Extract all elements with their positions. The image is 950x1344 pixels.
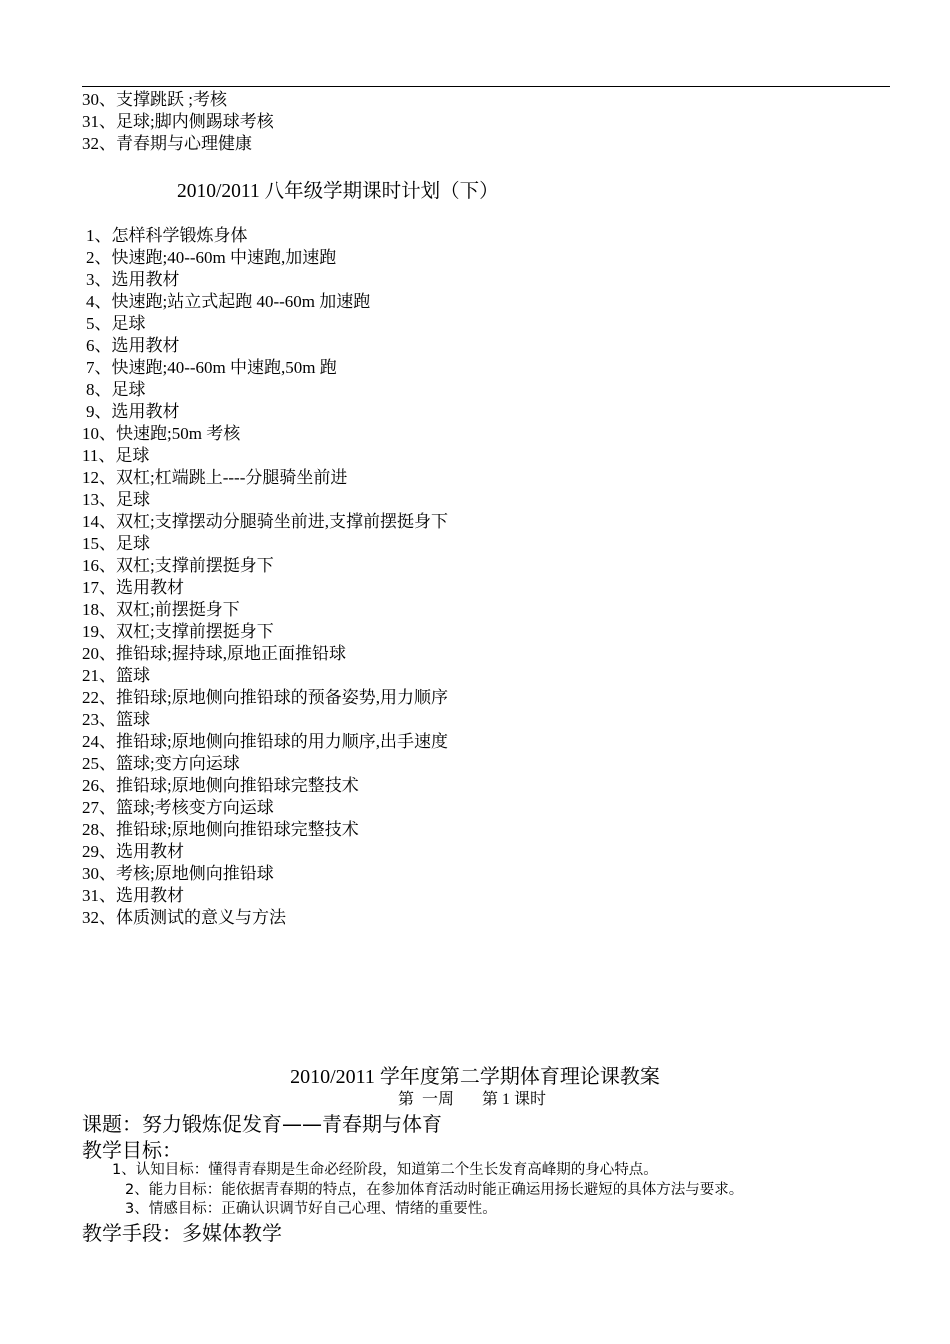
list-item: 18、双杠;前摆挺身下 [82,600,240,619]
list-item: 17、选用教材 [82,578,184,597]
goal-emotional: 3、情感目标：正确认识调节好自己心理、情绪的重要性。 [125,1201,497,1217]
list-item: 7、快速跑;40--60m 中速跑,50m 跑 [86,358,337,377]
lesson-plan-list [82,225,448,929]
list-item: 30、支撑跳跃 ;考核 [82,90,227,109]
list-item: 27、篮球;考核变方向运球 [82,798,274,817]
goals-heading: 教学目标： [82,1138,182,1162]
list-item: 4、快速跑;站立式起跑 40--60m 加速跑 [86,292,371,311]
list-item: 30、考核;原地侧向推铅球 [82,864,274,883]
list-item: 2、快速跑;40--60m 中速跑,加速跑 [86,248,337,267]
list-item: 22、推铅球;原地侧向推铅球的预备姿势,用力顺序 [82,688,448,707]
list-item: 21、篮球 [82,666,150,685]
goal-cognitive: 1、认知目标：懂得青春期是生命必经阶段，知道第二个生长发育高峰期的身心特点。 [112,1162,658,1178]
list-item: 14、双杠;支撑摆动分腿骑坐前进,支撑前摆挺身下 [82,512,448,531]
list-item: 32、体质测试的意义与方法 [82,908,286,927]
list-item: 26、推铅球;原地侧向推铅球完整技术 [82,776,359,795]
goal-ability: 2、能力目标：能依据青春期的特点，在参加体育活动时能正确运用扬长避短的具体方法与要求。 [125,1182,744,1198]
teaching-means: 教学手段：多媒体教学 [82,1221,282,1245]
header-rule [82,86,890,87]
list-item: 9、选用教材 [86,402,180,421]
list-item: 31、足球;脚内侧踢球考核 [82,112,274,131]
lesson-topic: 课题：努力锻炼促发育——青春期与体育 [82,1112,442,1136]
list-item: 25、篮球;变方向运球 [82,754,240,773]
lesson-title: 2010/2011 学年度第二学期体育理论课教案 [290,1066,660,1088]
list-item: 29、选用教材 [82,842,184,861]
list-item: 6、选用教材 [86,336,180,355]
list-item: 16、双杠;支撑前摆挺身下 [82,556,274,575]
list-item: 20、推铅球;握持球,原地正面推铅球 [82,644,346,663]
list-item: 3、选用教材 [86,270,180,289]
list-item: 32、青春期与心理健康 [82,134,252,153]
lesson-week-period: 第 一周 第 1 课时 [398,1091,547,1108]
list-item: 10、快速跑;50m 考核 [82,424,241,443]
plan-title: 2010/2011 八年级学期课时计划（下） [177,181,499,202]
list-item: 13、足球 [82,490,150,509]
previous-plan-list [82,89,274,155]
list-item: 12、双杠;杠端跳上----分腿骑坐前进 [82,468,348,487]
list-item: 31、选用教材 [82,886,184,905]
list-item: 24、推铅球;原地侧向推铅球的用力顺序,出手速度 [82,732,448,751]
list-item: 8、足球 [86,380,146,399]
list-item: 28、推铅球;原地侧向推铅球完整技术 [82,820,359,839]
list-item: 15、足球 [82,534,150,553]
list-item: 1、怎样科学锻炼身体 [86,226,248,245]
list-item: 11、足球 [82,446,150,465]
list-item: 5、足球 [86,314,146,333]
list-item: 19、双杠;支撑前摆挺身下 [82,622,274,641]
list-item: 23、篮球 [82,710,150,729]
